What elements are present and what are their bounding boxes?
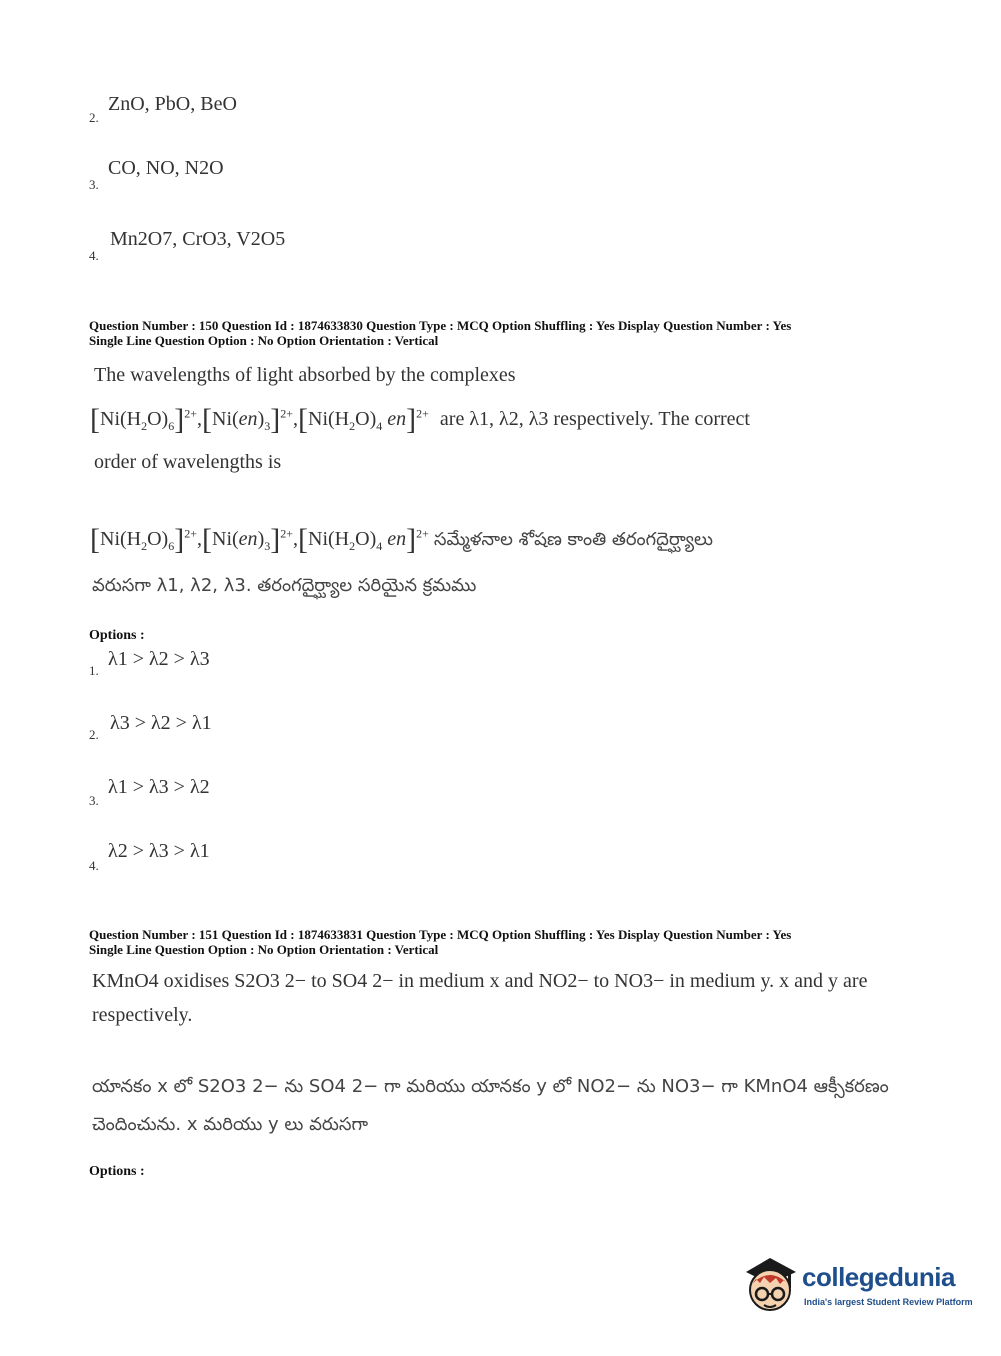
telugu-text-line: చెందించును. x మరియు y లు వరుసగా <box>92 1114 369 1135</box>
option-number: 4. <box>89 858 99 873</box>
option-text: λ1 > λ2 > λ3 <box>108 648 210 670</box>
question-meta-line: Question Number : 151 Question Id : 1874633831 Question Type : MCQ Option Shuffling : Yes Display Question Number : Yes <box>89 927 792 942</box>
telugu-formula-line <box>90 523 713 557</box>
question-meta-line: Single Line Question Option : No Option Orientation : Vertical <box>89 942 439 957</box>
complex-formulas-image: $[Ni(H_2O)_6]^{2+},[Ni(en)_3]^{2+},[Ni(H_2O)_4$ en]$^{2+}$ <box>90 523 429 556</box>
option-text: Mn2O7, CrO3, V2O5 <box>110 228 286 250</box>
options-label: Options : <box>89 1164 145 1179</box>
option-number: 4. <box>89 248 99 263</box>
option-text: ZnO, PbO, BeO <box>108 93 237 115</box>
logo-tagline: India's largest Student Review Platform <box>804 1297 973 1307</box>
question-meta-line: Single Line Question Option : No Option Orientation : Vertical <box>89 333 439 348</box>
mascot-icon <box>740 1250 802 1322</box>
question-meta-line: Question Number : 150 Question Id : 1874633830 Question Type : MCQ Option Shuffling : Yes Display Question Number : Yes <box>89 318 792 333</box>
option-number: 2. <box>89 110 99 125</box>
question-text-line: respectively. <box>92 1004 193 1026</box>
question-meta <box>89 318 791 348</box>
option-text: λ3 > λ2 > λ1 <box>110 712 212 734</box>
option-number: 3. <box>89 177 99 192</box>
options-label: Options : <box>89 628 145 643</box>
question-text-suffix: are λ1, λ2, λ3 respectively. The correct <box>439 408 750 430</box>
question-meta <box>89 927 791 957</box>
option-text: CO, NO, N2O <box>108 157 224 179</box>
complex-formulas-image: $[Ni(H_2O)_6]^{2+},[Ni(en)_3]^{2+},[Ni(H_2O)_4$ en]$^{2+}$ <box>90 403 429 436</box>
collegedunia-logo <box>740 1250 973 1322</box>
question-text-line: KMnO4 oxidises S2O3 2− to SO4 2− in medium x and NO2− to NO3− in medium y. x and y are <box>92 970 868 992</box>
option-number: 1. <box>89 663 99 678</box>
telugu-text-line: వరుసగా λ1, λ2, λ3. తరంగదైర్ఘ్యాల సరియైన క్రమము <box>92 575 477 596</box>
logo-wordmark: collegedunia <box>802 1262 955 1292</box>
complex-formula-line <box>90 403 750 437</box>
question-text-line: order of wavelengths is <box>94 451 282 473</box>
option-number: 3. <box>89 793 99 808</box>
telugu-text-suffix: సమ్మేళనాల శోషణ కాంతి తరంగదైర్ఘ్యాలు <box>433 529 713 550</box>
option-text: λ1 > λ3 > λ2 <box>108 776 210 798</box>
question-text-line: The wavelengths of light absorbed by the complexes <box>94 364 516 386</box>
telugu-text-line: యానకం x లో S2O3 2− ను SO4 2− గా మరియు యానకం y లో NO2− ను NO3− గా KMnO4 ఆక్సీకరణం <box>92 1076 889 1097</box>
option-text: λ2 > λ3 > λ1 <box>108 840 210 862</box>
option-number: 2. <box>89 727 99 742</box>
